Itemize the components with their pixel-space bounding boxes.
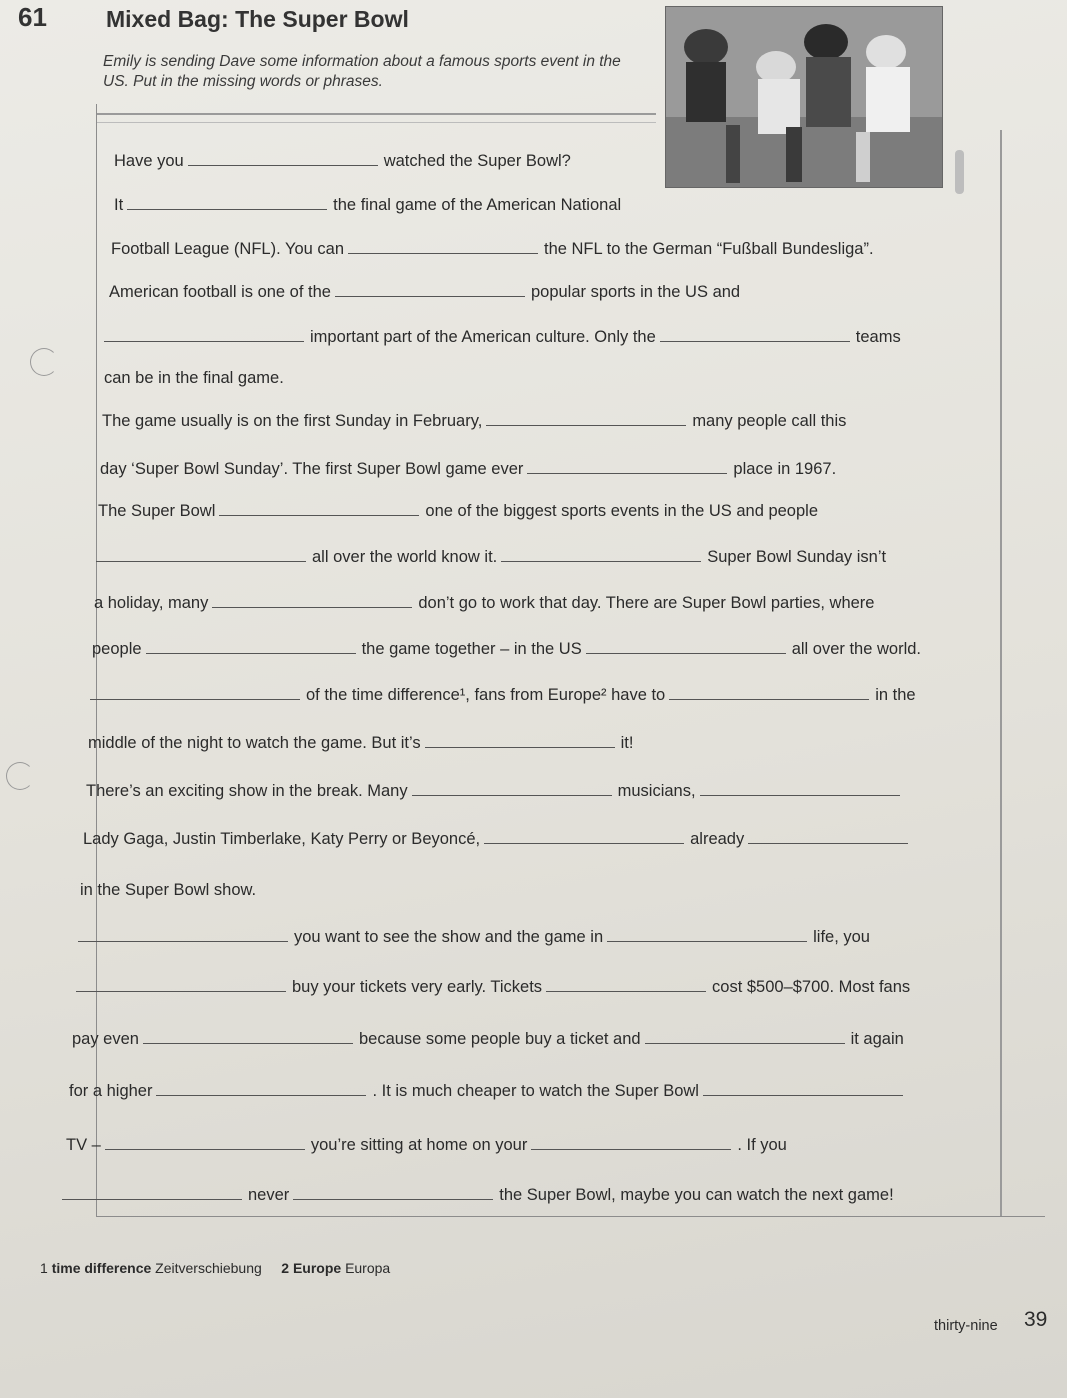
line-text: Super Bowl Sunday isn’t <box>707 548 887 566</box>
answer-blank[interactable] <box>607 940 807 942</box>
line-text: It <box>114 196 124 214</box>
line-text: cost $500–$700. Most fans <box>712 978 911 996</box>
text-line-22 <box>66 1136 787 1155</box>
answer-blank[interactable] <box>105 1148 305 1150</box>
answer-blank[interactable] <box>146 652 356 654</box>
text-line-17 <box>80 881 256 900</box>
answer-blank[interactable] <box>348 252 538 254</box>
line-text: the final game of the American National <box>333 196 622 214</box>
answer-blank[interactable] <box>127 208 327 210</box>
line-text: There’s an exciting show in the break. Many <box>86 782 408 800</box>
text-line-3 <box>111 240 874 259</box>
text-line-14 <box>88 734 633 753</box>
answer-blank[interactable] <box>212 606 412 608</box>
line-text: buy your tickets very early. Tickets <box>292 978 543 996</box>
line-text: TV – <box>66 1136 101 1154</box>
line-text: The game usually is on the first Sunday in February, <box>102 412 483 430</box>
line-text: day ‘Super Bowl Sunday’. The first Super Bowl game ever <box>100 460 524 478</box>
footnotes <box>40 1260 390 1276</box>
frame-right-edge <box>1000 130 1002 1216</box>
line-text: it! <box>620 734 634 752</box>
answer-blank[interactable] <box>669 698 869 700</box>
answer-blank[interactable] <box>486 424 686 426</box>
text-line-11 <box>94 594 874 613</box>
answer-blank[interactable] <box>703 1094 903 1096</box>
footnote-translation: Europa <box>345 1260 391 1276</box>
text-line-2 <box>114 196 621 215</box>
line-text: . It is much cheaper to watch the Super Bowl <box>372 1082 699 1100</box>
text-line-21 <box>69 1082 909 1101</box>
line-text: musicians, <box>617 782 696 800</box>
answer-blank[interactable] <box>748 842 908 844</box>
answer-blank[interactable] <box>412 794 612 796</box>
text-line-16 <box>83 830 914 849</box>
footnote-translation: Zeitverschiebung <box>155 1260 262 1276</box>
exercise-title: Mixed Bag: The Super Bowl <box>106 6 409 32</box>
line-text: you’re sitting at home on your <box>310 1136 528 1154</box>
line-text: all over the world. <box>791 640 922 658</box>
line-text: popular sports in the US and <box>530 283 741 301</box>
line-text: teams <box>855 328 901 346</box>
page-number: 39 <box>1024 1308 1048 1331</box>
line-text: American football is one of the <box>109 283 331 301</box>
answer-blank[interactable] <box>76 990 286 992</box>
answer-blank[interactable] <box>484 842 684 844</box>
frame-tab <box>955 150 964 194</box>
line-text: the NFL to the German “Fußball Bundesliga”. <box>544 240 874 258</box>
answer-blank[interactable] <box>293 1198 493 1200</box>
line-text: a holiday, many <box>94 594 209 612</box>
line-text: in the Super Bowl show. <box>80 881 257 899</box>
line-text: in the <box>875 686 916 704</box>
answer-blank[interactable] <box>645 1042 845 1044</box>
line-text: The Super Bowl <box>98 502 216 520</box>
answer-blank[interactable] <box>425 746 615 748</box>
text-line-9 <box>98 502 818 521</box>
text-line-20 <box>72 1030 904 1049</box>
answer-blank[interactable] <box>660 340 850 342</box>
text-line-15 <box>86 782 906 801</box>
text-line-18 <box>78 928 870 947</box>
line-text: because some people buy a ticket and <box>358 1030 641 1048</box>
binder-hole-bottom <box>6 762 34 790</box>
answer-blank[interactable] <box>104 340 304 342</box>
answer-blank[interactable] <box>527 472 727 474</box>
line-text: never <box>248 1186 290 1204</box>
line-text: the Super Bowl, maybe you can watch the next game! <box>499 1186 894 1204</box>
line-text: life, you <box>813 928 870 946</box>
footnote-number: 2 <box>281 1260 290 1276</box>
footnote-number: 1 <box>40 1260 48 1276</box>
answer-blank[interactable] <box>586 652 786 654</box>
binder-hole-top <box>30 348 58 376</box>
answer-blank[interactable] <box>700 794 900 796</box>
line-text: all over the world know it. <box>312 548 498 566</box>
line-text: people <box>92 640 142 658</box>
line-text: Have you <box>114 152 184 170</box>
text-line-23 <box>62 1186 894 1205</box>
answer-blank[interactable] <box>219 514 419 516</box>
answer-blank[interactable] <box>546 990 706 992</box>
text-line-19 <box>76 978 910 997</box>
line-text: place in 1967. <box>733 460 837 478</box>
answer-blank[interactable] <box>501 560 701 562</box>
text-line-6 <box>104 369 284 388</box>
answer-blank[interactable] <box>335 295 525 297</box>
line-text: watched the Super Bowl? <box>383 152 571 170</box>
answer-blank[interactable] <box>62 1198 242 1200</box>
text-line-1 <box>114 152 571 171</box>
line-text: already <box>690 830 745 848</box>
answer-blank[interactable] <box>188 164 378 166</box>
line-text: one of the biggest sports events in the US and people <box>425 502 819 520</box>
answer-blank[interactable] <box>143 1042 353 1044</box>
line-text: Football League (NFL). You can <box>111 240 344 258</box>
answer-blank[interactable] <box>156 1094 366 1096</box>
footnote-term: time difference <box>51 1260 152 1276</box>
line-text: many people call this <box>692 412 847 430</box>
answer-blank[interactable] <box>90 698 300 700</box>
text-line-8 <box>100 460 836 479</box>
line-text: it again <box>850 1030 904 1048</box>
text-line-10 <box>96 548 886 567</box>
line-text: the game together – in the US <box>361 640 582 658</box>
line-text: important part of the American culture. Only the <box>310 328 656 346</box>
exercise-instructions: Emily is sending Dave some information about a famous sports event in the US. Put in the missing words or phrases. <box>103 53 621 90</box>
line-text: . If you <box>737 1136 787 1154</box>
text-line-12 <box>92 640 921 659</box>
text-line-7 <box>102 412 846 431</box>
answer-blank[interactable] <box>78 940 288 942</box>
line-text: you want to see the show and the game in <box>294 928 604 946</box>
text-line-13 <box>90 686 916 705</box>
line-text: don’t go to work that day. There are Super Bowl parties, where <box>418 594 875 612</box>
text-line-4 <box>109 283 740 302</box>
footnote-term: Europe <box>292 1260 342 1276</box>
exercise-number: 61 <box>18 2 47 32</box>
line-text: of the time difference¹, fans from Europe² have to <box>306 686 666 704</box>
text-frame <box>96 104 1045 1217</box>
answer-blank[interactable] <box>96 560 306 562</box>
line-text: Lady Gaga, Justin Timberlake, Katy Perry or Beyoncé, <box>83 830 481 848</box>
line-text: can be in the final game. <box>104 369 284 387</box>
line-text: for a higher <box>69 1082 153 1100</box>
page-number-word: thirty-nine <box>934 1318 998 1334</box>
text-line-5 <box>104 328 901 347</box>
line-text: pay even <box>72 1030 139 1048</box>
line-text: middle of the night to watch the game. But it’s <box>88 734 421 752</box>
answer-blank[interactable] <box>531 1148 731 1150</box>
